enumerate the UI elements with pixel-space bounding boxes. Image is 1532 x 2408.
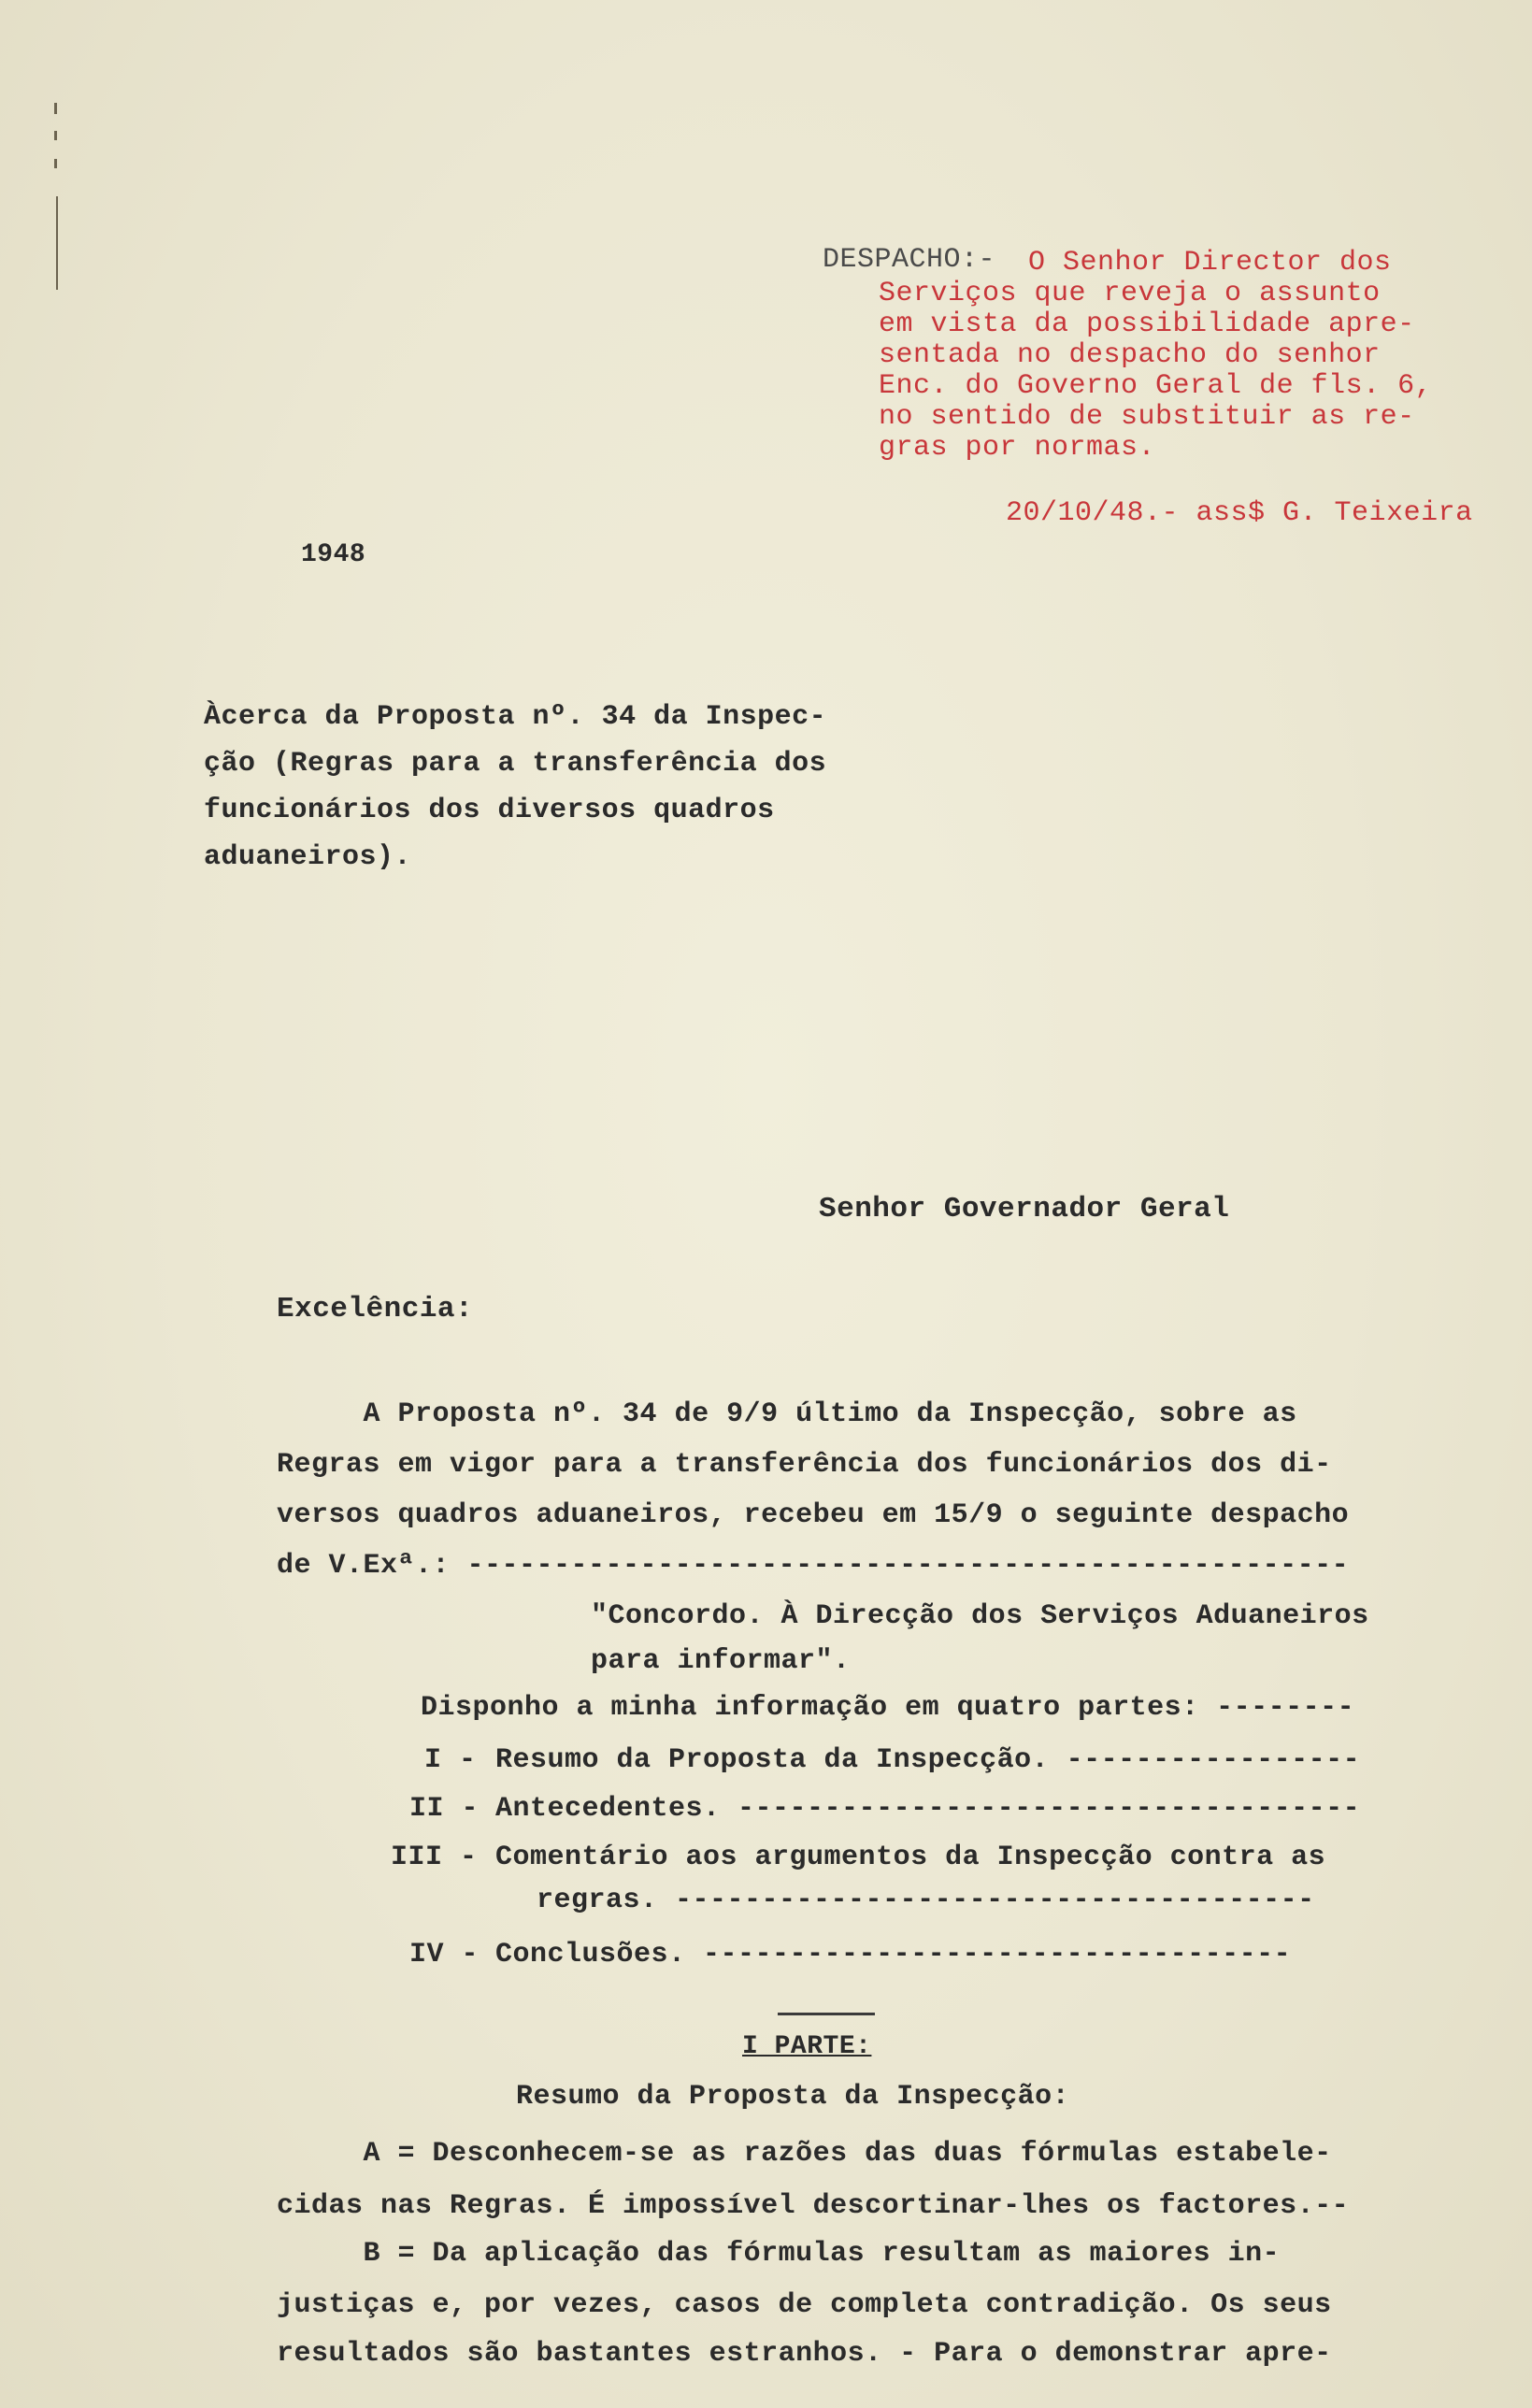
despacho-line: sentada no despacho do senhor — [879, 339, 1381, 371]
part-subheading: Resumo da Proposta da Inspecção: — [516, 2081, 1070, 2113]
part1-line: A = Desconhecem-se as razões das duas fórmulas estabele- — [277, 2138, 1332, 2170]
paragraph-line: de V.Exª.: --------------------------------------------------- — [277, 1550, 1350, 1582]
part1-line: cidas nas Regras. É impossível descortinar-lhes os factores.-- — [277, 2190, 1350, 2222]
addressee: Senhor Governador Geral — [819, 1193, 1230, 1226]
subject-line: aduaneiros). — [204, 841, 412, 873]
year: 1948 — [301, 540, 366, 569]
paragraph-line: A Proposta nº. 34 de 9/9 último da Inspecção, sobre as — [277, 1398, 1297, 1430]
outline-text: Comentário aos argumentos da Inspecção contra as — [495, 1842, 1326, 1873]
outline-text: Conclusões. ---------------------------------- — [495, 1939, 1292, 1971]
outline-text: Antecedentes. ------------------------------------ — [495, 1793, 1361, 1825]
part1-line: resultados são bastantes estranhos. - Para o demonstrar apre- — [277, 2338, 1332, 2370]
despacho-line: O Senhor Director dos — [1028, 247, 1392, 279]
despacho-line: Enc. do Governo Geral de fls. 6, — [879, 370, 1433, 402]
despacho-line: gras por normas. — [879, 432, 1156, 464]
quote-line: "Concordo. À Direcção dos Serviços Aduaneiros — [591, 1600, 1369, 1632]
outline-number: II - — [409, 1793, 480, 1825]
paragraph-line: Regras em vigor para a transferência dos funcionários dos di- — [277, 1449, 1332, 1481]
parts-intro: Disponho a minha informação em quatro partes: -------- — [421, 1692, 1355, 1724]
part1-line: justiças e, por vezes, casos de completa contradição. Os seus — [277, 2289, 1332, 2321]
despacho-line: em vista da possibilidade apre- — [879, 308, 1415, 340]
binding-marks — [54, 103, 60, 290]
subject-line: Àcerca da Proposta nº. 34 da Inspec- — [204, 701, 827, 733]
paragraph-line: versos quadros aduaneiros, recebeu em 15/9 o seguinte despacho — [277, 1499, 1350, 1531]
salutation: Excelência: — [277, 1293, 474, 1326]
outline-number: I - — [424, 1744, 477, 1776]
outline-text: Resumo da Proposta da Inspecção. ----------------- — [495, 1744, 1361, 1776]
outline-number: IV - — [409, 1939, 480, 1971]
subject-line: funcionários dos diversos quadros — [204, 795, 775, 826]
section-rule — [778, 2013, 875, 2015]
outline-text: regras. ------------------------------------- — [537, 1885, 1315, 1916]
subject-line: ção (Regras para a transferência dos — [204, 748, 827, 780]
quote-line: para informar". — [591, 1645, 851, 1677]
despacho-label: DESPACHO:- — [823, 244, 996, 276]
part-heading: I PARTE: — [742, 2032, 872, 2061]
despacho-signature: 20/10/48.- ass$ G. Teixeira — [1006, 497, 1473, 529]
despacho-line: no sentido de substituir as re- — [879, 401, 1415, 433]
despacho-line: Serviços que reveja o assunto — [879, 278, 1381, 309]
part1-line: B = Da aplicação das fórmulas resultam as maiores in- — [277, 2238, 1281, 2270]
outline-number: III - — [391, 1842, 478, 1873]
